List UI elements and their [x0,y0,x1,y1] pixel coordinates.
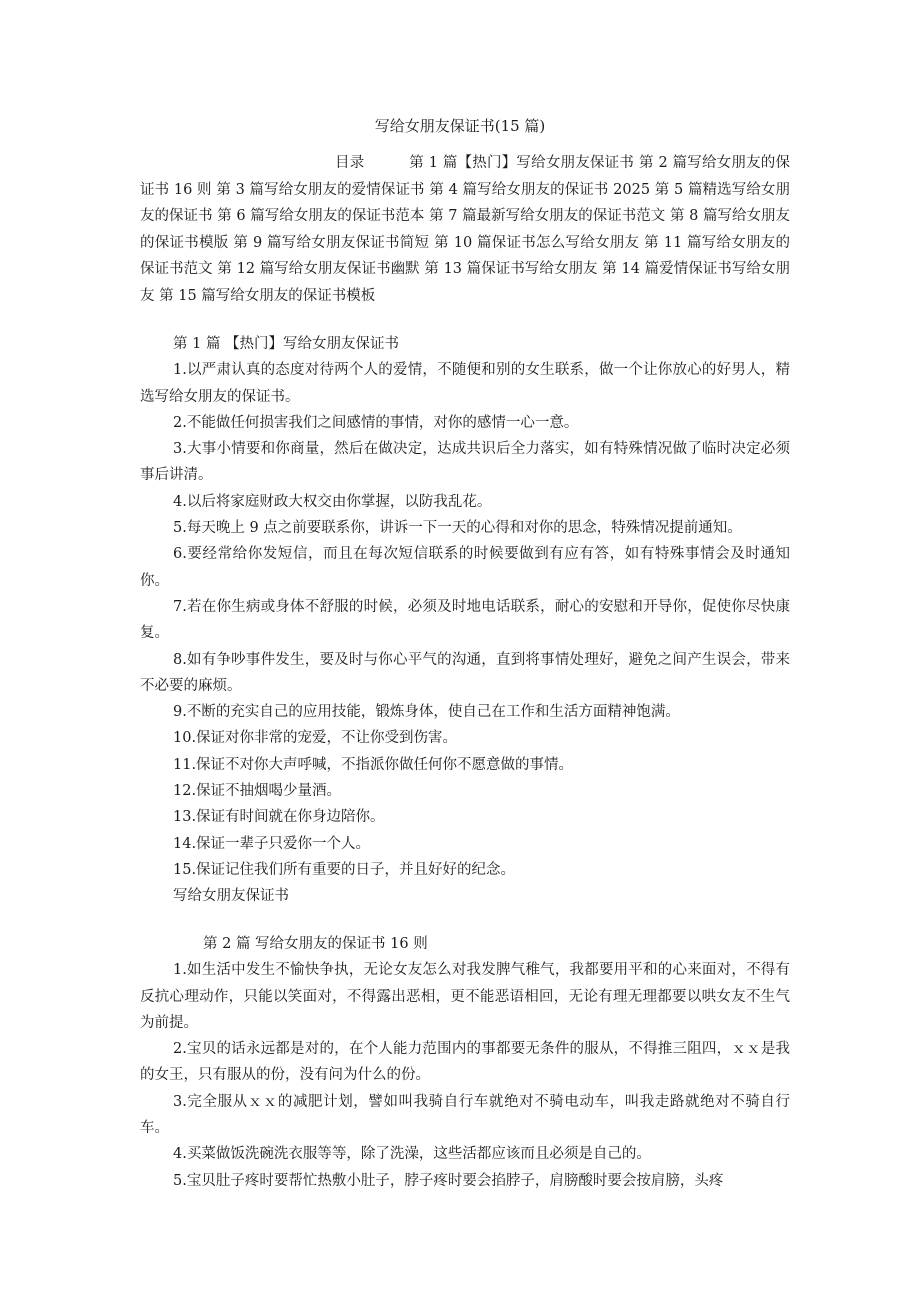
list-item: 4.以后将家庭财政大权交由你掌握，以防我乱花。 [173,493,492,510]
list-item: 2.不能做任何损害我们之间感情的事情，对你的感情一心一意。 [173,414,579,431]
section-2-heading: 第 2 篇 写给女朋友的保证书 16 则 [203,936,428,952]
document-title: 写给女朋友保证书(15 篇) [374,117,546,135]
toc-entry: 第 6 篇写给女朋友的保证书范本 [217,208,425,224]
toc-entry: 第 12 篇写给女朋友保证书幽默 [217,261,420,277]
section-1-heading: 第 1 篇 【热门】写给女朋友保证书 [173,336,400,352]
list-item: 2.宝贝的话永远都是对的，在个人能力范围内的事都要无条件的服从，不得推三阻四，ｘｘ是我的女王，只有服从的份，没有问为什么的份。 [140,1041,790,1084]
toc-entry: 第 4 篇写给女朋友的保证书 2025 [429,181,651,198]
toc-entry: 第 15 篇写给女朋友的保证书模板 [159,287,376,304]
list-item: 3.大事小情要和你商量，然后在做决定，达成共识后全力落实，如有特殊情况做了临时决定必须事后讲清。 [140,441,790,484]
section-1 [140,331,790,910]
toc-entry: 第 13 篇保证书写给女朋友 [424,261,598,277]
section-2 [140,931,790,1194]
list-item: 7.若在你生病或身体不舒服的时候，必须及时地电话联系，耐心的安慰和开导你，促使你尽快康复。 [140,598,790,642]
list-item: 8.如有争吵事件发生，要及时与你心平气的沟通，直到将事情处理好，避免之间产生误会，带来不必要的麻烦。 [140,651,790,694]
toc-entry: 第 10 篇保证书怎么写给女朋友 [434,234,640,251]
toc-entry: 第 7 篇最新写给女朋友的保证书范文 [429,208,666,224]
list-item: 5.每天晚上 9 点之前要联系你，讲诉一下一天的心得和对你的思念，特殊情况提前通知。 [173,520,742,537]
toc-entry: 第 5 篇精选写给女朋友的保证书 [140,181,791,224]
toc-entry: 第 3 篇写给女朋友的爱情保证书 [216,181,425,198]
list-item: 13.保证有时间就在你身边陪你。 [173,809,385,826]
list-item: 6.要经常给你发短信，而且在每次短信联系的时候要做到有应有答，如有特殊事情会及时通知你。 [140,546,790,589]
toc-entry: 第 9 篇写给女朋友保证书简短 [233,234,430,251]
toc-entry: 第 11 篇写给女朋友的保证书范文 [140,234,791,277]
list-item: 5.宝贝肚子疼时要帮忙热敷小肚子，脖子疼时要会掐脖子，肩膀酸时要会按肩膀，头疼 [173,1172,724,1189]
toc-entry: 第 8 篇写给女朋友的保证书模版 [140,208,791,251]
table-of-contents [140,150,790,309]
list-item: 14.保证一辈子只爱你一个人。 [173,835,371,852]
toc-entry: 第 1 篇【热门】写给女朋友保证书 [409,155,635,171]
toc-label: 目录 [335,155,365,171]
toc-entry: 第 14 篇爱情保证书写给女朋友 [140,261,790,304]
list-item: 12.保证不抽烟喝少量酒。 [173,783,342,800]
toc-entry: 第 2 篇写给女朋友的保证书 16 则 [140,155,791,198]
list-item: 9.不断的充实自己的应用技能，锻炼身体，使自己在工作和生活方面精神饱满。 [173,704,680,721]
list-item: 10.保证对你非常的宠爱，不让你受到伤害。 [173,730,458,747]
list-item: 4.买菜做饭洗碗洗衣服等等，除了洗澡，这些活都应该而且必须是自己的。 [173,1146,651,1163]
list-item: 3.完全服从ｘｘ的减肥计划，譬如叫我骑自行车就绝对不骑电动车，叫我走路就绝对不骑自行车。 [140,1093,790,1137]
list-item: 11.保证不对你大声呼喊，不指派你做任何你不愿意做的事情。 [173,756,574,773]
list-item: 15.保证记住我们所有重要的日子，并且好好的纪念。 [173,861,516,878]
list-item: 1.以严肃认真的态度对待两个人的爱情，不随便和别的女生联系，做一个让你放心的好男人，精选写给女朋友的保证书。 [140,362,790,405]
list-item: 1.如生活中发生不愉快争执，无论女友怎么对我发脾气稚气，我都要用平和的心来面对，不得有反抗心理动作，只能以笑面对，不得露出恶相，更不能恶语相回，无论有理无理都要以哄女友不生气为前提。 [140,962,790,1031]
section-1-closing: 写给女朋友保证书 [173,888,289,905]
